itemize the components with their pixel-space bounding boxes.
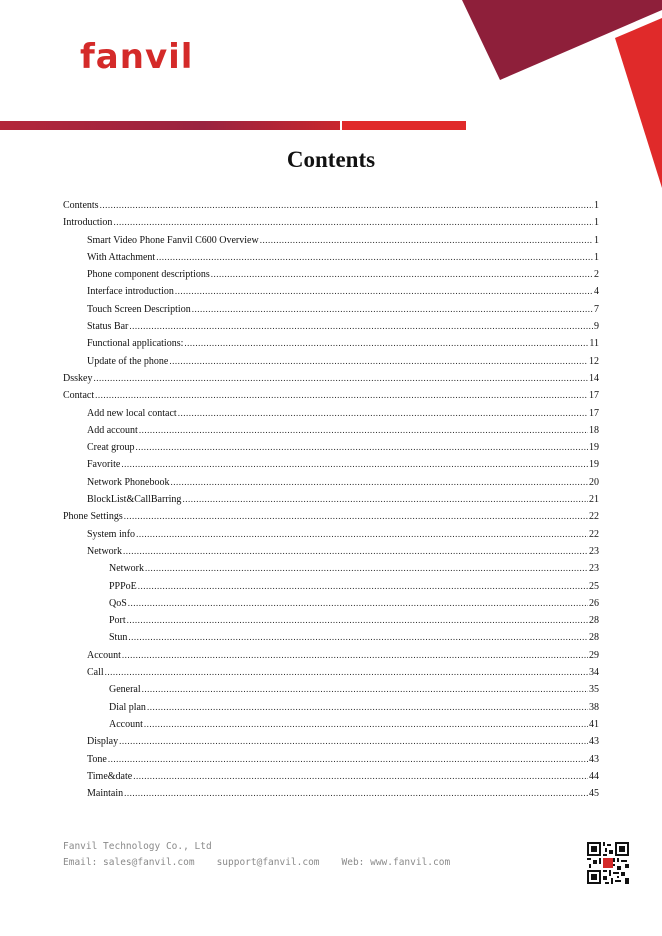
toc-entry-title: Add new local contact — [87, 407, 177, 419]
toc-entry-title: Touch Screen Description — [87, 303, 191, 315]
toc-leader-dots — [184, 335, 588, 352]
toc-page-number: 21 — [589, 494, 599, 506]
toc-entry[interactable] — [63, 768, 599, 785]
toc-entry-title: Update of the phone — [87, 355, 169, 367]
header-red-bar — [0, 121, 466, 130]
fanvil-logo: fanvil — [80, 37, 194, 77]
toc-entry[interactable] — [63, 612, 599, 629]
toc-entry[interactable] — [63, 785, 599, 802]
toc-page-number: 43 — [589, 736, 599, 748]
toc-entry-title: Smart Video Phone Fanvil C600 Overview — [87, 234, 259, 246]
toc-page-number: 26 — [589, 597, 599, 609]
toc-page-number: 45 — [589, 788, 599, 800]
toc-entry[interactable] — [63, 474, 599, 491]
toc-page-number: 44 — [589, 770, 599, 782]
toc-entry-title: System info — [87, 528, 136, 540]
toc-entry[interactable] — [63, 699, 599, 716]
toc-entry[interactable] — [63, 301, 599, 318]
toc-entry[interactable] — [63, 387, 599, 404]
toc-leader-dots — [136, 439, 589, 456]
toc-entry[interactable] — [63, 353, 599, 370]
toc-page-number: 25 — [589, 580, 599, 592]
toc-entry[interactable] — [63, 629, 599, 646]
toc-leader-dots — [121, 456, 588, 473]
toc-entry-title: Add account — [87, 424, 138, 436]
toc-page-number: 1 — [594, 200, 599, 211]
footer-email[interactable]: Email: sales@fanvil.com — [63, 857, 195, 868]
toc-entry[interactable] — [63, 681, 599, 698]
toc-leader-dots — [127, 612, 588, 629]
toc-entry-title: Account — [87, 649, 121, 661]
toc-leader-dots — [178, 405, 588, 422]
toc-leader-dots — [192, 301, 593, 318]
toc-entry[interactable] — [63, 733, 599, 750]
toc-entry[interactable] — [63, 526, 599, 543]
toc-leader-dots — [136, 526, 588, 543]
toc-entry[interactable] — [63, 647, 599, 664]
toc-page-number: 23 — [589, 563, 599, 575]
toc-entry[interactable] — [63, 249, 599, 266]
toc-entry[interactable] — [63, 751, 599, 768]
toc-page-number: 38 — [589, 701, 599, 713]
toc-page-number: 29 — [589, 649, 599, 661]
toc-leader-dots — [108, 751, 588, 768]
toc-entry-title: Dsskey — [63, 372, 93, 384]
toc-page-number: 43 — [589, 753, 599, 765]
toc-page-number: 17 — [589, 407, 599, 419]
toc-entry[interactable] — [63, 197, 599, 214]
toc-entry-title: BlockList&CallBarring — [87, 494, 182, 506]
toc-page-number: 4 — [594, 286, 599, 298]
toc-entry[interactable] — [63, 491, 599, 508]
toc-entry-title: Tone — [87, 753, 107, 765]
toc-entry-title: Display — [87, 736, 119, 748]
toc-entry[interactable] — [63, 214, 599, 231]
toc-entry[interactable] — [63, 595, 599, 612]
qr-code-icon — [587, 842, 629, 884]
toc-entry-title: Status Bar — [87, 321, 129, 333]
footer-website[interactable]: Web: www.fanvil.com — [341, 857, 451, 868]
toc-leader-dots — [119, 733, 588, 750]
toc-entry[interactable] — [63, 266, 599, 283]
toc-leader-dots — [129, 318, 593, 335]
toc-page-number: 1 — [594, 234, 599, 246]
toc-entry-title: Interface introduction — [87, 286, 174, 298]
toc-entry[interactable] — [63, 456, 599, 473]
toc-entry[interactable] — [63, 560, 599, 577]
toc-entry[interactable] — [63, 283, 599, 300]
toc-page-number: 22 — [589, 528, 599, 540]
toc-entry-title: Introduction — [63, 217, 113, 229]
toc-page-number: 18 — [589, 424, 599, 436]
toc-leader-dots — [95, 387, 588, 404]
toc-page-number: 12 — [589, 355, 599, 367]
toc-leader-dots — [145, 560, 588, 577]
toc-page-number: 14 — [589, 372, 599, 384]
toc-entry[interactable] — [63, 318, 599, 335]
toc-entry-title: Dial plan — [109, 701, 146, 713]
toc-page-number: 20 — [589, 476, 599, 488]
toc-page-number: 19 — [589, 459, 599, 471]
toc-entry-title: Functional applications: — [87, 338, 184, 350]
toc-entry-title: Network — [109, 563, 144, 575]
toc-leader-dots — [124, 508, 588, 525]
toc-page-number: 2 — [594, 269, 599, 281]
toc-entry[interactable] — [63, 422, 599, 439]
toc-entry-title: Phone Settings — [63, 511, 123, 523]
toc-entry-title: Port — [109, 615, 126, 627]
toc-leader-dots — [260, 232, 593, 249]
toc-leader-dots — [122, 647, 588, 664]
toc-page-number: 7 — [594, 303, 599, 315]
toc-entry[interactable] — [63, 439, 599, 456]
toc-entry-title: Call — [87, 667, 104, 679]
toc-entry-title: Contact — [63, 390, 95, 402]
toc-page-number: 17 — [589, 390, 599, 402]
toc-entry-title: Phone component descriptions — [87, 269, 210, 281]
toc-entry-title: PPPoE — [109, 580, 137, 592]
toc-leader-dots — [147, 699, 588, 716]
toc-page-number: 11 — [589, 338, 599, 350]
toc-page-number: 1 — [594, 251, 599, 263]
toc-page-number: 28 — [589, 615, 599, 627]
toc-entry-title: Network — [87, 545, 122, 557]
toc-leader-dots — [124, 785, 588, 802]
toc-page-number: 1 — [594, 217, 599, 229]
footer-support-email[interactable]: support@fanvil.com — [216, 857, 320, 868]
toc-leader-dots — [144, 716, 588, 733]
toc-page-number: 23 — [589, 545, 599, 557]
toc-page-number: 41 — [589, 718, 599, 730]
toc-entry-title: Network Phonebook — [87, 476, 170, 488]
toc-leader-dots — [211, 266, 593, 283]
toc-leader-dots — [93, 370, 588, 387]
toc-page-number: 35 — [589, 684, 599, 696]
toc-entry[interactable] — [63, 716, 599, 733]
toc-entry[interactable] — [63, 335, 599, 352]
toc-leader-dots — [138, 578, 588, 595]
toc-page-number: 34 — [589, 667, 599, 679]
toc-leader-dots — [128, 629, 588, 646]
toc-leader-dots — [156, 249, 593, 266]
page-title: Contents — [286, 147, 376, 172]
toc-leader-dots — [100, 197, 593, 214]
toc-page-number: 19 — [589, 442, 599, 454]
toc-page-number: 9 — [594, 321, 599, 333]
toc-entry[interactable] — [63, 664, 599, 681]
toc-leader-dots — [105, 664, 588, 681]
toc-leader-dots — [142, 681, 588, 698]
toc-leader-dots — [113, 214, 593, 231]
toc-entry[interactable] — [63, 508, 599, 525]
toc-leader-dots — [182, 491, 588, 508]
toc-page-number: 28 — [589, 632, 599, 644]
toc-entry[interactable] — [63, 578, 599, 595]
toc-entry-title: Account — [109, 718, 143, 730]
toc-entry[interactable] — [63, 370, 599, 387]
toc-leader-dots — [133, 768, 588, 785]
toc-entry-title: With Attachment — [87, 251, 156, 263]
toc-entry[interactable] — [63, 405, 599, 422]
toc-page-number: 22 — [589, 511, 599, 523]
toc-entry[interactable] — [63, 543, 599, 560]
toc-entry-title: QoS — [109, 597, 127, 609]
toc-leader-dots — [128, 595, 588, 612]
table-of-contents — [63, 197, 599, 802]
toc-entry-title: Contents — [63, 200, 99, 211]
toc-entry-title: General — [109, 684, 141, 696]
toc-entry-title: Favorite — [87, 459, 121, 471]
toc-leader-dots — [171, 474, 589, 491]
toc-entry-title: Maintain — [87, 788, 124, 800]
toc-entry[interactable] — [63, 232, 599, 249]
toc-leader-dots — [169, 353, 588, 370]
toc-entry-title: Stun — [109, 632, 128, 644]
page-footer — [63, 839, 472, 871]
toc-entry-title: Creat group — [87, 442, 135, 454]
toc-entry-title: Time&date — [87, 770, 133, 782]
toc-leader-dots — [175, 283, 593, 300]
toc-leader-dots — [123, 543, 588, 560]
toc-leader-dots — [139, 422, 588, 439]
footer-company: Fanvil Technology Co., Ltd — [63, 841, 212, 852]
